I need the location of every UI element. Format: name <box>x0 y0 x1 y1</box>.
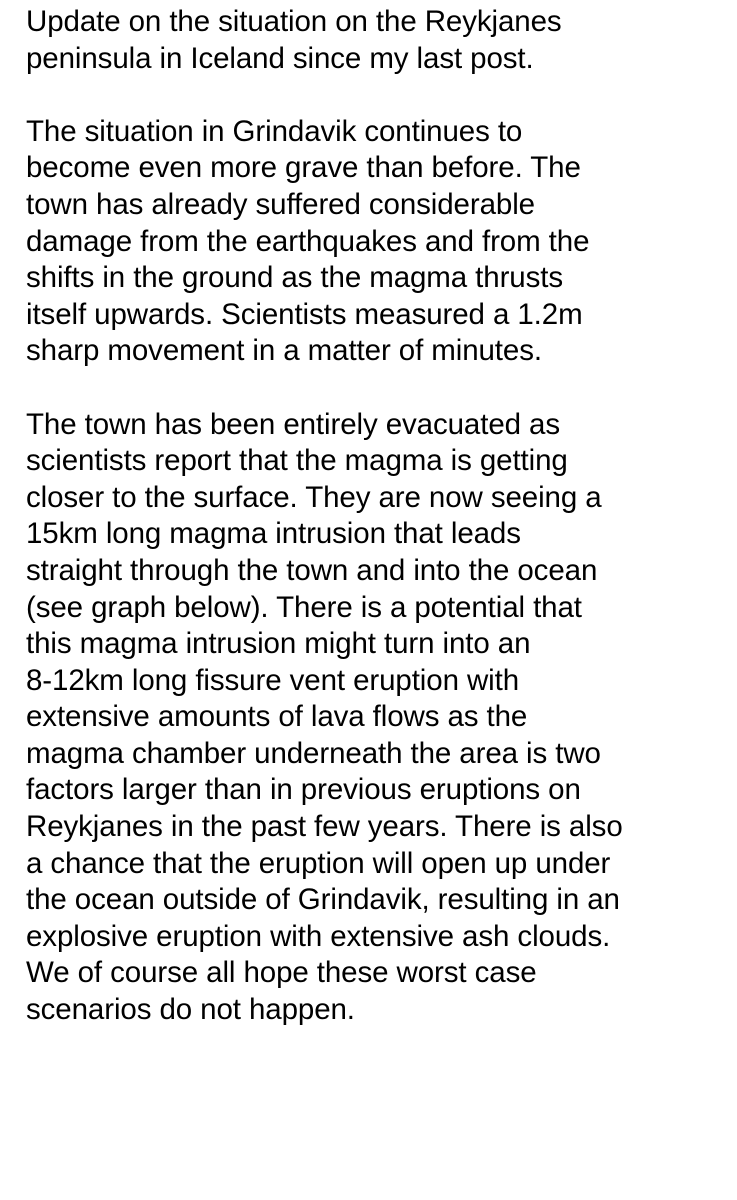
paragraph-gap <box>26 370 726 407</box>
text-line: The situation in Grindavik continues to <box>26 114 523 148</box>
note-body <box>26 4 726 1029</box>
text-line: itself upwards. Scientists measured a 1.2m <box>26 297 583 331</box>
text-line: straight through the town and into the ocean <box>26 553 598 587</box>
text-line: factors larger than in previous eruptions on <box>26 773 581 807</box>
text-line: scientists report that the magma is getting <box>26 444 568 478</box>
text-line: Update on the situation on the Reykjanes <box>26 5 562 38</box>
text-line: extensive amounts of lava flows as the <box>26 700 528 734</box>
text-line: The town has been entirely evacuated as <box>26 407 560 441</box>
paragraph-evacuation <box>26 407 726 1029</box>
text-line: closer to the surface. They are now seeing a <box>26 480 602 514</box>
text-line: become even more grave than before. The <box>26 151 581 185</box>
text-line: Reykjanes in the past few years. There is also <box>26 810 623 844</box>
text-line: scenarios do not happen. <box>26 993 355 1027</box>
text-line: sharp movement in a matter of minutes. <box>26 334 542 368</box>
text-line: a chance that the eruption will open up under <box>26 846 611 880</box>
text-line: (see graph below). There is a potential that <box>26 590 582 624</box>
text-line: explosive eruption with extensive ash clouds. <box>26 919 611 953</box>
text-line: the ocean outside of Grindavik, resulting in an <box>26 883 620 917</box>
text-line: 15km long magma intrusion that leads <box>26 517 521 551</box>
text-line: We of course all hope these worst case <box>26 956 537 990</box>
text-line: magma chamber underneath the area is two <box>26 736 601 770</box>
text-line: peninsula in Iceland since my last post. <box>26 41 534 75</box>
text-line: town has already suffered considerable <box>26 187 535 221</box>
text-line: shifts in the ground as the magma thrusts <box>26 261 564 295</box>
text-line: damage from the earthquakes and from the <box>26 224 590 258</box>
paragraph-grindavik-situation <box>26 114 726 370</box>
text-line: 8-12km long fissure vent eruption with <box>26 663 520 697</box>
paragraph-intro <box>26 4 726 77</box>
text-line: this magma intrusion might turn into an <box>26 627 531 661</box>
paragraph-gap <box>26 77 726 114</box>
